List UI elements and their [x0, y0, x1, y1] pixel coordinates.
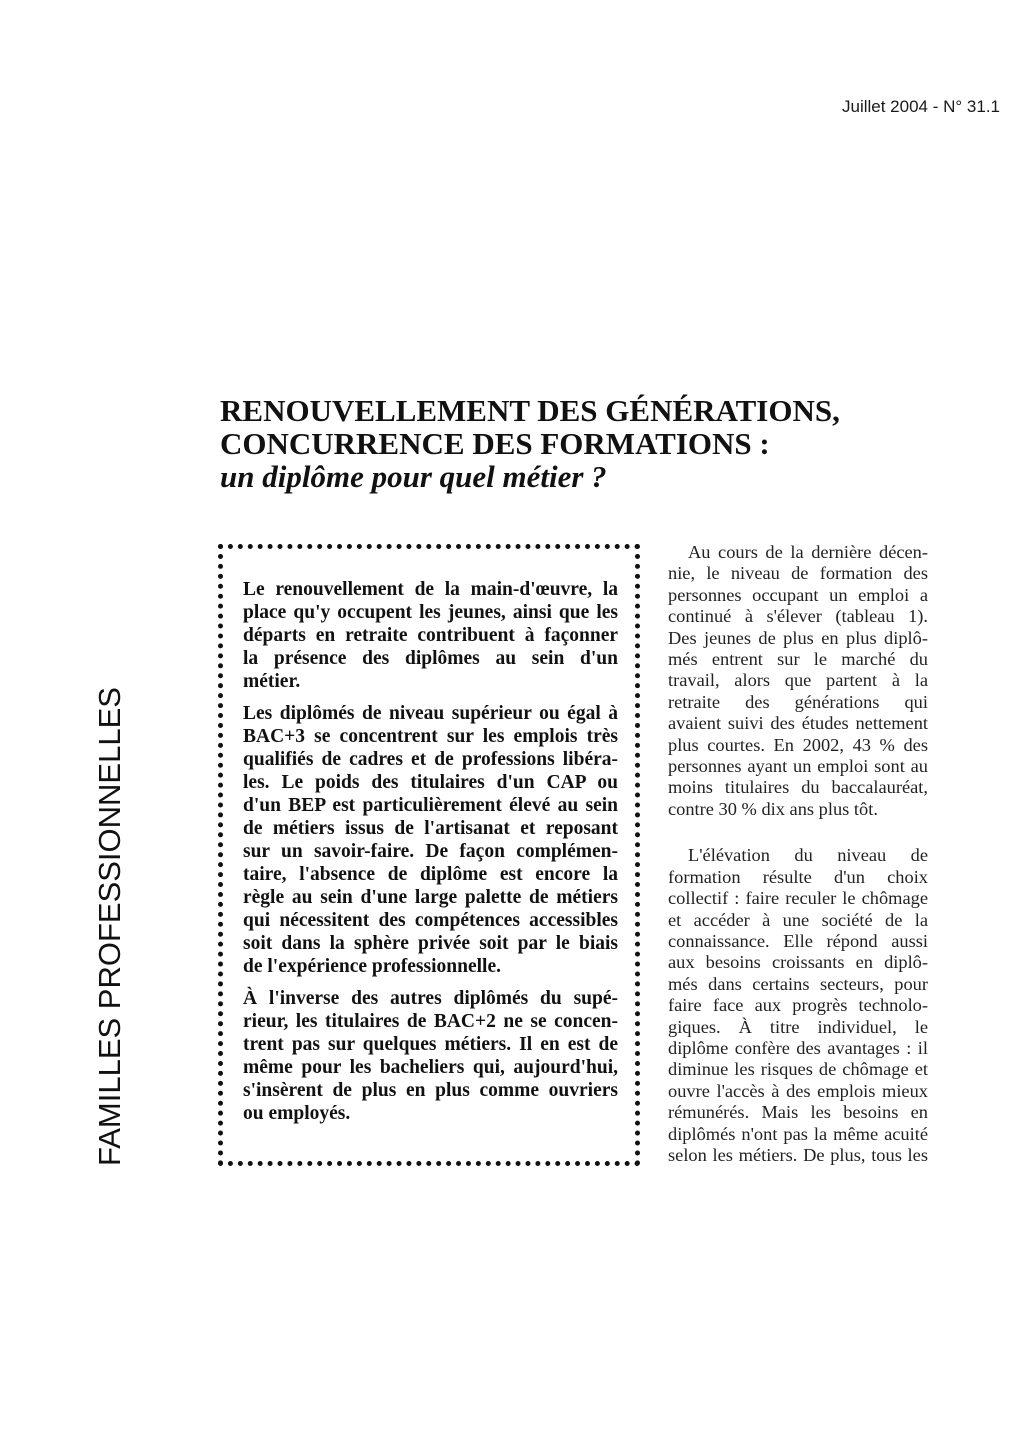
summary-box: [218, 544, 640, 1166]
body-line: Au cours de la dernière décen-: [688, 542, 928, 562]
body-line: formation résulte d'un choix: [668, 866, 928, 887]
title-line-1: RENOUVELLEMENT DES GÉNÉRATIONS,: [220, 393, 840, 428]
summary-line: même pour les bacheliers qui, aujourd'hui,: [243, 1057, 618, 1078]
summary-line: départs en retraite contribuent à façonner: [243, 625, 618, 646]
body-line: contre 30 % dix ans plus tôt.: [668, 798, 878, 819]
summary-paragraph: [243, 578, 618, 693]
summary-line: de l'expérience professionnelle.: [243, 956, 501, 977]
body-line: connaissance. Elle répond aussi: [668, 930, 928, 951]
body-line: faire face aux progrès technolo-: [668, 995, 928, 1016]
body-line: L'élévation du niveau de: [688, 845, 928, 866]
body-line: rémunérés. Mais les besoins en: [668, 1102, 928, 1123]
summary-line: d'un BEP est particulièrement élevé au sein: [243, 795, 618, 816]
body-line: Des jeunes de plus en plus diplô-: [668, 627, 928, 648]
summary-line: qualifiés de cadres et de professions libéra-: [243, 749, 618, 770]
issue-label: Juillet 2004 - N° 31.1: [842, 97, 1000, 116]
body-line: diminue les risques de chômage et: [668, 1059, 928, 1080]
summary-line: les. Le poids des titulaires d'un CAP ou: [243, 772, 618, 793]
body-line: retraite des générations qui: [668, 691, 928, 712]
summary-paragraph: [243, 987, 618, 1125]
title-line-2: CONCURRENCE DES FORMATIONS :: [220, 426, 770, 461]
summary-line: place qu'y occupent les jeunes, ainsi que les: [243, 602, 618, 623]
summary-line: métier.: [243, 671, 301, 692]
summary-line: règle au sein d'une large palette de métiers: [243, 887, 618, 908]
body-line: collectif : faire reculer le chômage: [668, 888, 928, 909]
body-line: més dans certains secteurs, pour: [668, 973, 928, 994]
body-line: moins titulaires du baccalauréat,: [668, 777, 928, 798]
body-paragraph: [668, 845, 928, 1166]
summary-line: rieur, les titulaires de BAC+2 ne se concen-: [243, 1011, 618, 1032]
summary-line: sur un savoir-faire. De façon complémen-: [243, 841, 618, 862]
body-line: travail, alors que partent à la: [668, 670, 928, 691]
body-line: aux besoins croissants en diplô-: [668, 952, 928, 973]
summary-line: trent pas sur quelques métiers. Il en est de: [243, 1034, 618, 1055]
section-label: FAMILLES PROFESSIONNELLES: [92, 687, 127, 1166]
body-line: avaient suivi des études nettement: [668, 713, 928, 734]
body-line: selon les métiers. De plus, tous les: [668, 1144, 928, 1165]
body-line: personnes ayant un emploi sont au: [668, 756, 928, 777]
subtitle: un diplôme pour quel métier ?: [220, 459, 607, 494]
body-line: continué à s'élever (tableau 1).: [668, 606, 928, 627]
summary-line: s'insèrent de plus en plus comme ouvriers: [243, 1080, 618, 1101]
body-line: ouvre l'accès à des emplois mieux: [668, 1080, 928, 1101]
body-column: [668, 542, 928, 1166]
body-line: diplôme confère des avantages : il: [668, 1037, 928, 1058]
body-line: et accéder à une société de la: [668, 909, 928, 930]
body-line: personnes occupant un emploi a: [668, 584, 928, 605]
summary-line: BAC+3 se concentrent sur les emplois très: [243, 726, 618, 747]
summary-text: [243, 578, 618, 1125]
summary-line: la présence des diplômes au sein d'un: [243, 648, 618, 669]
summary-line: taire, l'absence de diplôme est encore la: [243, 864, 618, 885]
body-line: nie, le niveau de formation des: [668, 563, 928, 584]
body-paragraph: [668, 542, 928, 820]
summary-line: soit dans la sphère privée soit par le biais: [243, 933, 618, 954]
body-line: giques. À titre individuel, le: [668, 1016, 928, 1037]
page-title: [220, 394, 840, 493]
body-line: més entrent sur le marché du: [668, 649, 928, 670]
summary-line: Les diplômés de niveau supérieur ou égal à: [243, 703, 618, 724]
body-line: plus courtes. En 2002, 43 % des: [668, 734, 928, 755]
summary-line: de métiers issus de l'artisanat et reposant: [243, 818, 618, 839]
summary-line: ou employés.: [243, 1103, 351, 1124]
body-line: diplômés n'ont pas la même acuité: [668, 1123, 928, 1144]
summary-line: qui nécessitent des compétences accessibles: [243, 910, 618, 931]
summary-line: À l'inverse des autres diplômés du supé-: [243, 988, 618, 1009]
summary-line: Le renouvellement de la main-d'œuvre, la: [243, 579, 618, 600]
summary-paragraph: [243, 702, 618, 978]
